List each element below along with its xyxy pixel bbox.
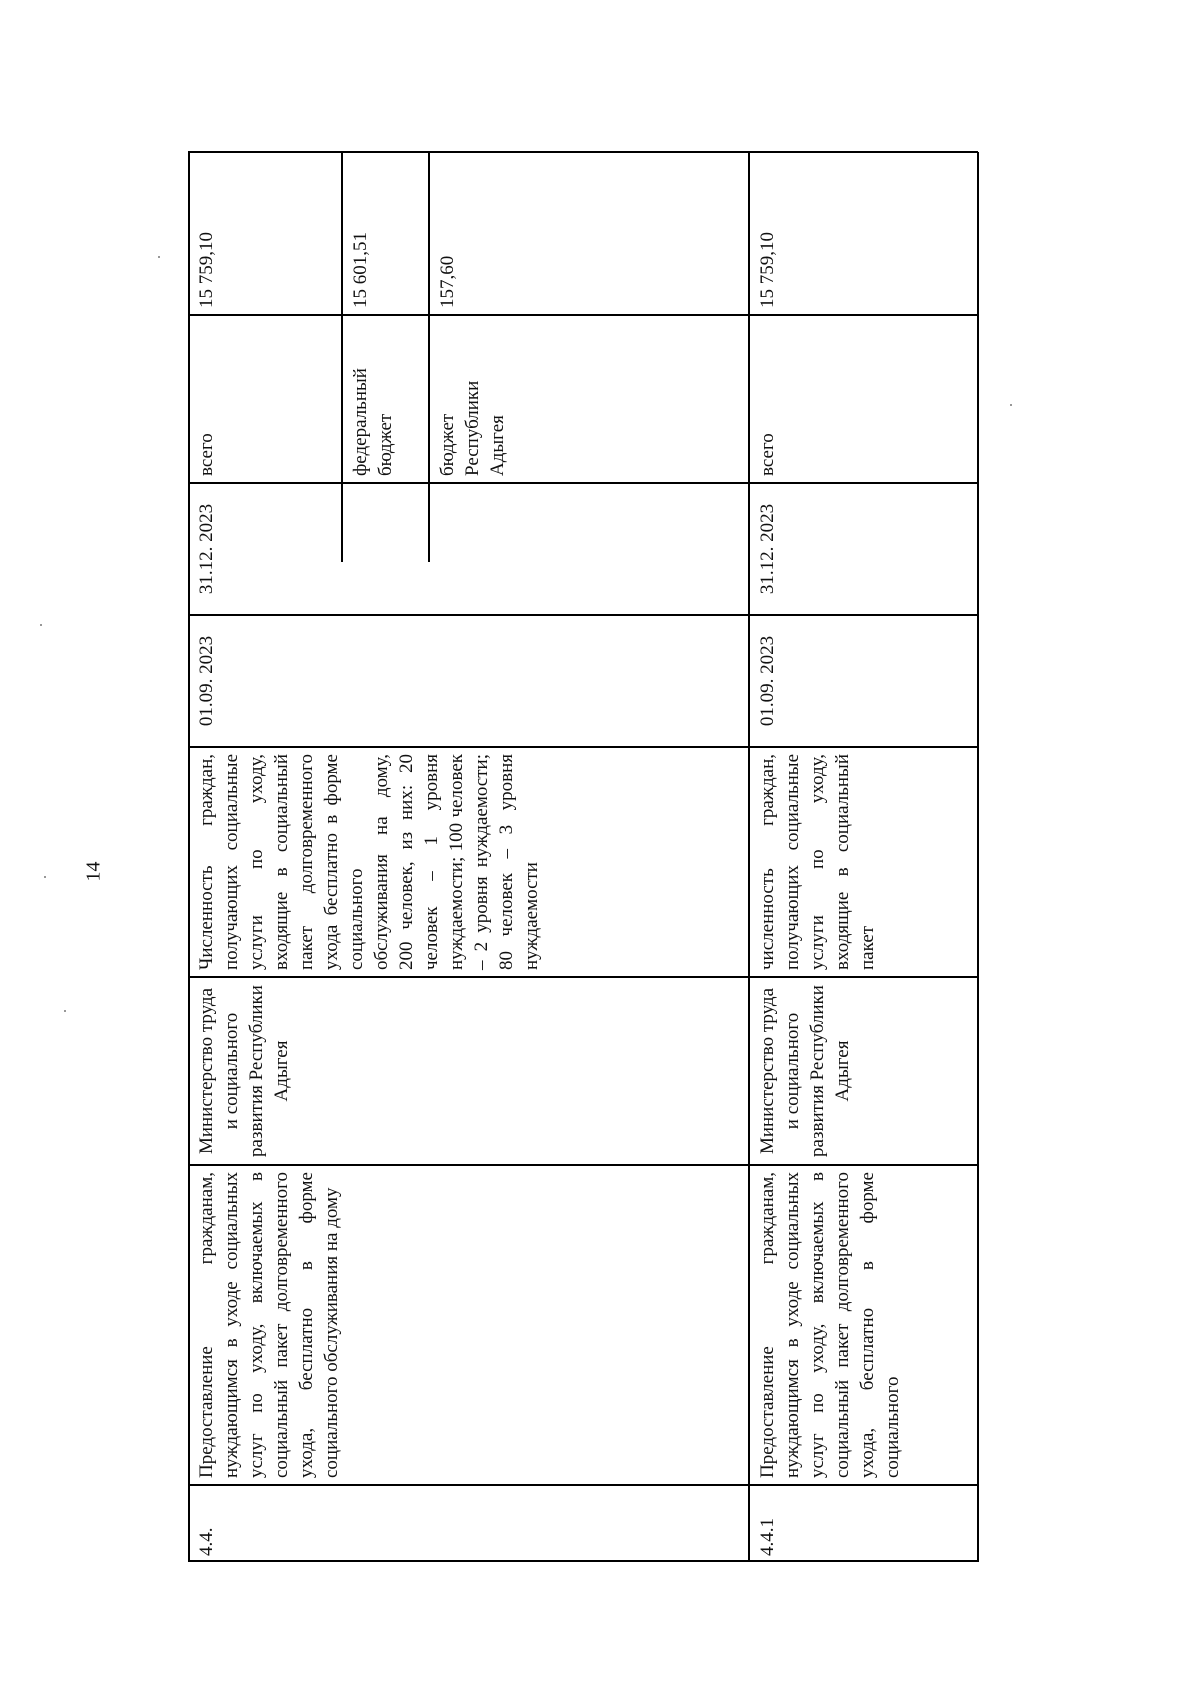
row2-funding-amount-total: 15 759,10 [757,232,778,308]
page-number: 14 [82,861,105,882]
row1-funding-amount-federal: 15 601,51 [350,232,371,308]
row1-funding-amount-regional: 157,60 [437,255,458,308]
row2-executor: Министерство труда и социального развития Республики Адыгея [757,985,853,1157]
scan-speck [1010,404,1012,406]
row2-start-date: 01.09. 2023 [757,635,778,727]
rotated-table [188,152,978,1562]
row1-funding-source-total: всего [196,433,217,476]
row1-indicator: Численность граждан, получающих социальные услуги по уходу, входящие в социальный пакет долговременного ухода бесплатно в форме социального обслуживания на дому, 200 человек, из них: 20 человек – 1 уровня нуждаемости; 100 человек – 2 уровня нуждаемости; 80 человек – 3 уровня нуждаемости [196,754,542,970]
row1-funding-source-federal: федеральный бюджет [350,368,396,476]
scan-speck [158,256,160,258]
row2-indicator: численность граждан, получающих социальные услуги по уходу, входящие в социальный пакет [757,754,878,970]
row1-end-date: 31.12. 2023 [196,503,217,595]
row2-number: 4.4.1 [757,1518,778,1556]
row2-event: Предоставление гражданам, нуждающимся в уходе социальных услуг по уходу, включаемых в социальный пакет долговременного ухода, бесплатно в форме социального [757,1172,903,1478]
row2-end-date: 31.12. 2023 [757,503,778,595]
row1-number: 4.4. [196,1527,217,1556]
row1-event: Предоставление гражданам, нуждающимся в уходе социальных услуг по уходу, включаемых в социальный пакет долговременного ухода, бесплатно в форме социального обслуживания на дому [196,1172,342,1478]
row2-funding-source-total: всего [757,433,778,476]
scan-speck [40,624,42,626]
row1-funding-amount-total: 15 759,10 [196,232,217,308]
row1-executor: Министерство труда и социального развития Республики Адыгея [196,985,292,1157]
scan-speck [44,876,46,878]
scan-speck [64,1010,66,1012]
row1-start-date: 01.09. 2023 [196,635,217,727]
row1-funding-source-regional: бюджет Республики Адыгея [437,380,508,476]
